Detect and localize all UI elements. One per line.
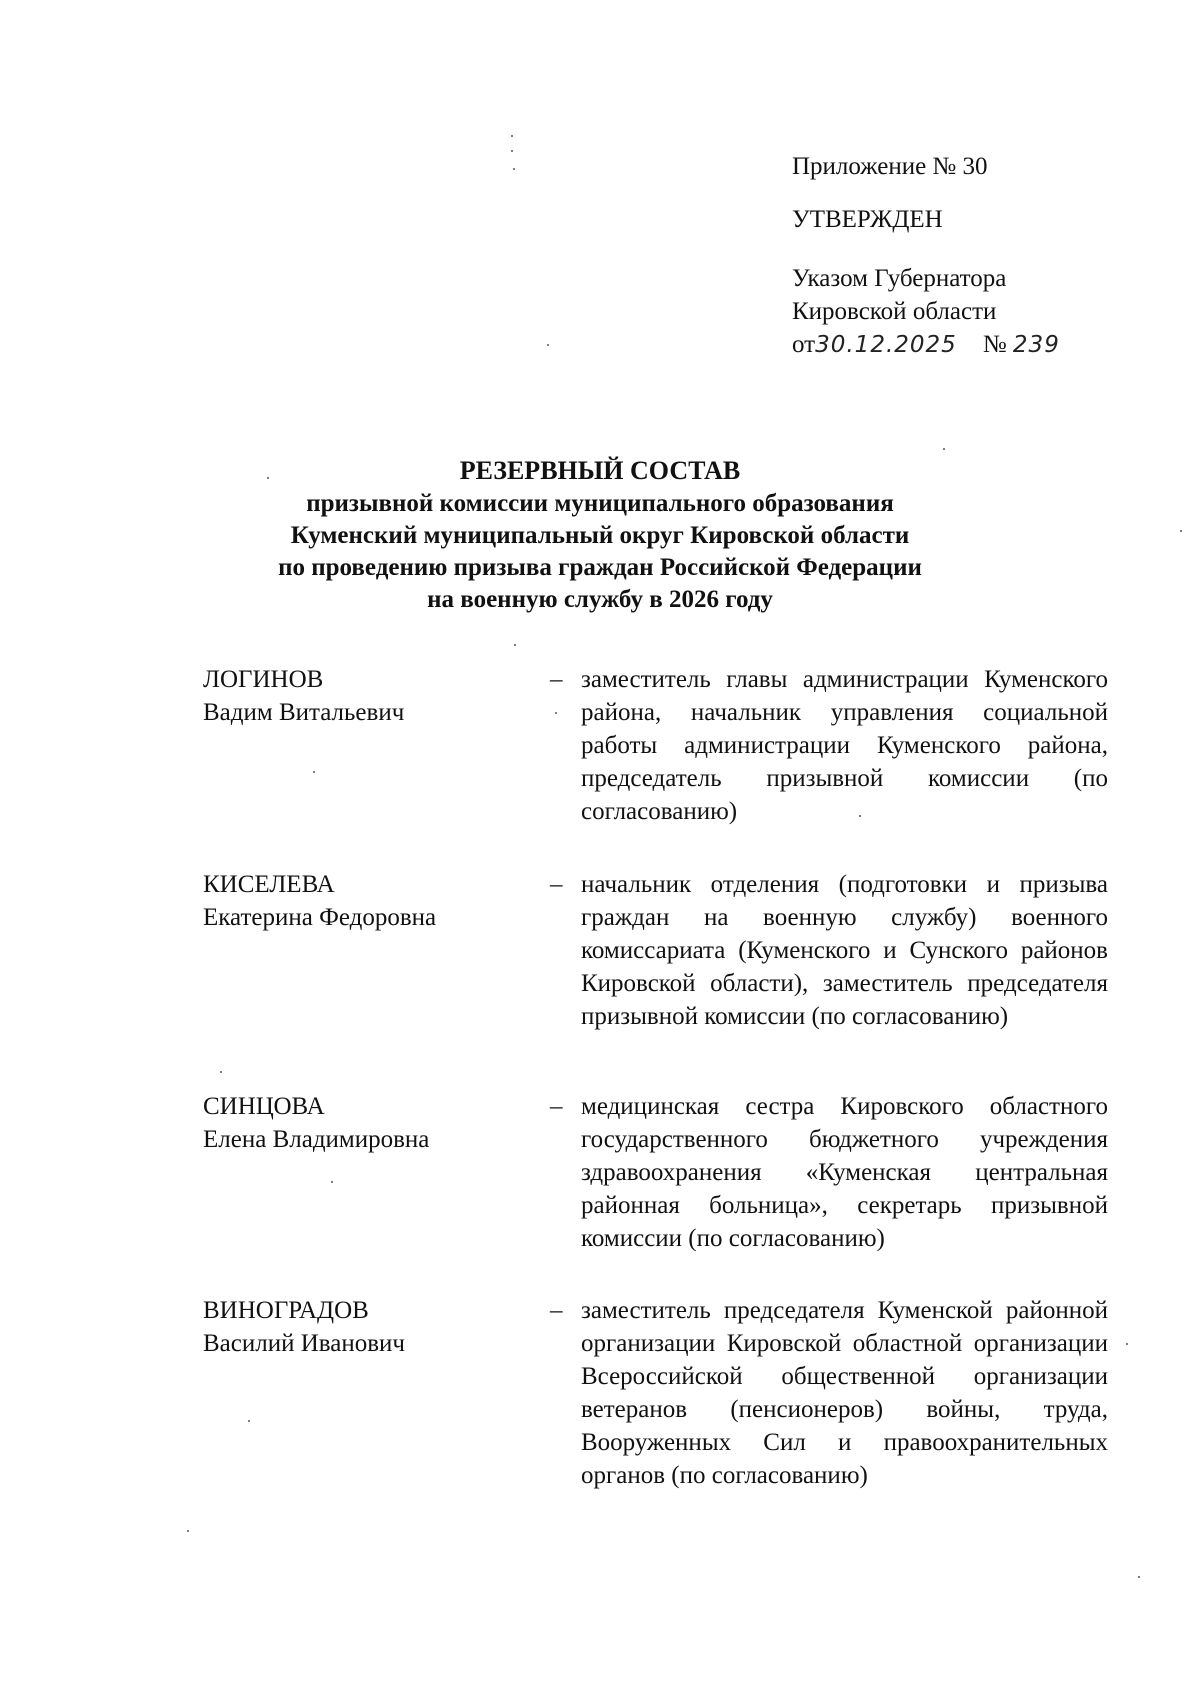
dash-separator: – — [550, 1297, 563, 1324]
member-surname: КИСЕЛЕВА — [203, 871, 335, 898]
title-line-4: по проведению призыва граждан Российской Федерации — [278, 554, 922, 581]
scan-speck — [1126, 1343, 1128, 1345]
approval-block — [792, 150, 1152, 362]
title-line-3: Куменский муниципальный округ Кировской области — [290, 522, 910, 549]
decree-date-line — [792, 328, 1152, 362]
scan-speck — [511, 150, 513, 152]
document-title — [200, 455, 1000, 616]
member-position: заместитель председателя Куменской районной организации Кировской областной организации Всероссийской общественной организации ветеранов (пенсионеров) войны, труда, Вооруженных Сил и правоохранительных органов (по согласованию) — [581, 1297, 1108, 1489]
number-label: № — [982, 331, 1007, 358]
scan-speck — [331, 1181, 333, 1183]
member-given-names: Василий Иванович — [203, 1330, 405, 1357]
decree-line-2: Кировской области — [792, 298, 997, 325]
decree-line-1: Указом Губернатора — [792, 265, 1007, 292]
dash-separator: – — [550, 1093, 563, 1120]
member-given-names: Вадим Витальевич — [203, 699, 405, 726]
scan-speck — [220, 1071, 222, 1073]
member-name — [203, 663, 533, 729]
scan-speck — [267, 477, 269, 479]
member-position: начальник отделения (подготовки и призыва граждан на военную службу) военного комиссариата (Куменского и Сунского районов Кировской области), заместитель председателя призывной комиссии (по согласованию) — [581, 871, 1108, 1030]
member-name — [203, 1090, 533, 1156]
handwritten-number: 239 — [1012, 332, 1060, 358]
scan-speck — [513, 168, 515, 170]
approved-label: УТВЕРЖДЕН — [792, 206, 943, 233]
scan-speck — [555, 712, 557, 714]
handwritten-date: 30.12.2025 — [815, 332, 957, 358]
member-name — [203, 868, 533, 934]
member-given-names: Елена Владимировна — [203, 1126, 430, 1153]
title-line-2: призывной комиссии муниципального образования — [306, 490, 894, 517]
date-prefix: от — [792, 331, 816, 358]
scan-speck — [1180, 530, 1182, 532]
scan-speck — [547, 344, 549, 346]
member-position: заместитель главы администрации Куменского района, начальник управления социальной работы администрации Куменского района, председатель призывной комиссии (по согласованию) — [581, 666, 1108, 825]
scan-speck — [943, 448, 945, 450]
scan-speck — [1138, 1576, 1140, 1578]
scan-speck — [859, 815, 861, 817]
dash-separator: – — [550, 666, 563, 693]
appendix-number: Приложение № 30 — [792, 153, 988, 180]
member-position: медицинская сестра Кировского областного государственного бюджетного учреждения здравоохранения «Куменская центральная районная больница», секретарь призывной комиссии (по согласованию) — [581, 1093, 1108, 1252]
member-name — [203, 1294, 533, 1360]
title-main: РЕЗЕРВНЫЙ СОСТАВ — [459, 456, 741, 485]
scan-speck — [313, 771, 315, 773]
scan-speck — [511, 135, 513, 137]
member-surname: ЛОГИНОВ — [203, 666, 324, 693]
title-line-5: на военную службу в 2026 году — [427, 586, 773, 613]
member-surname: ВИНОГРАДОВ — [203, 1297, 369, 1324]
member-surname: СИНЦОВА — [203, 1093, 325, 1120]
dash-separator: – — [550, 871, 563, 898]
scan-speck — [248, 1420, 250, 1422]
scan-speck — [514, 644, 516, 646]
scan-speck — [187, 1530, 189, 1532]
member-given-names: Екатерина Федоровна — [203, 904, 437, 931]
